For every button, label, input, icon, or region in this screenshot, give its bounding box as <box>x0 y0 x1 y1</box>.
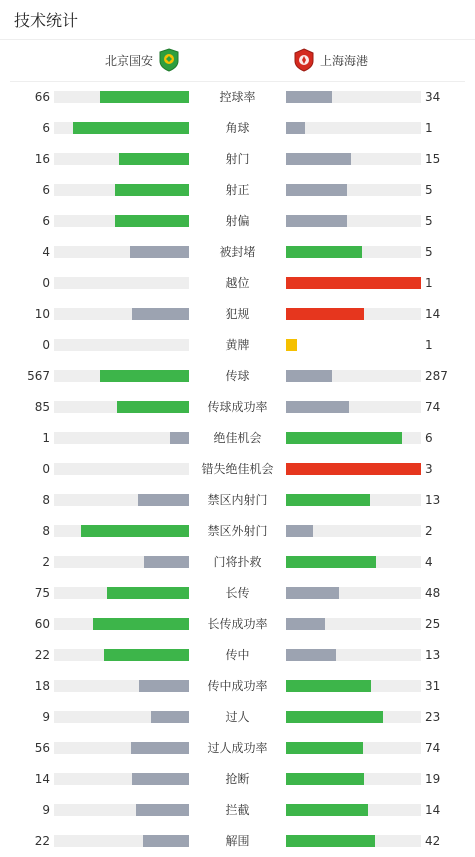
away-bar-fill <box>286 804 368 816</box>
home-bar-track <box>54 308 189 320</box>
away-value: 42 <box>425 834 441 848</box>
away-team[interactable] <box>293 48 368 72</box>
stat-row <box>0 547 475 578</box>
home-bar-fill <box>104 649 189 661</box>
stat-label: 犯规 <box>225 307 250 321</box>
away-bar-track <box>286 680 421 692</box>
home-bar-fill <box>115 215 189 227</box>
stat-label: 射正 <box>225 183 250 197</box>
away-bar-track <box>286 153 421 165</box>
home-bar-track <box>54 339 189 351</box>
home-value: 10 <box>34 307 50 321</box>
home-bar-fill <box>131 742 189 754</box>
away-value: 15 <box>425 152 441 166</box>
home-bar-fill <box>143 835 189 847</box>
home-bar-track <box>54 432 189 444</box>
stat-label: 传中成功率 <box>207 679 268 693</box>
away-bar-track <box>286 711 421 723</box>
home-bar-track <box>54 494 189 506</box>
home-value: 6 <box>42 183 50 197</box>
away-bar-track <box>286 525 421 537</box>
home-bar-track <box>54 184 189 196</box>
home-bar-fill <box>100 91 189 103</box>
away-value: 5 <box>425 245 433 259</box>
away-team-crest-icon <box>293 48 315 72</box>
away-bar-track <box>286 308 421 320</box>
home-bar-fill <box>151 711 189 723</box>
away-bar-track <box>286 494 421 506</box>
home-value: 6 <box>42 214 50 228</box>
away-bar-fill <box>286 835 375 847</box>
away-bar-track <box>286 215 421 227</box>
home-value: 4 <box>42 245 50 259</box>
away-bar-track <box>286 463 421 475</box>
home-value: 1 <box>42 431 50 445</box>
away-bar-track <box>286 339 421 351</box>
away-value: 23 <box>425 710 441 724</box>
away-value: 1 <box>425 338 433 352</box>
away-value: 13 <box>425 648 441 662</box>
home-bar-track <box>54 587 189 599</box>
stat-row <box>0 330 475 361</box>
away-bar-fill <box>286 246 362 258</box>
stat-label: 长传成功率 <box>207 617 268 631</box>
home-bar-track <box>54 680 189 692</box>
home-bar-track <box>54 370 189 382</box>
away-bar-track <box>286 184 421 196</box>
stat-label: 控球率 <box>219 90 256 104</box>
home-team-crest-icon <box>158 48 180 72</box>
home-bar-fill <box>73 122 189 134</box>
home-bar-fill <box>119 153 189 165</box>
away-bar-fill <box>286 401 349 413</box>
away-bar-fill <box>286 277 421 289</box>
away-bar-fill <box>286 122 305 134</box>
away-bar-track <box>286 618 421 630</box>
away-value: 48 <box>425 586 441 600</box>
home-bar-track <box>54 153 189 165</box>
home-bar-fill <box>130 246 189 258</box>
stat-row <box>0 578 475 609</box>
away-value: 1 <box>425 276 433 290</box>
home-bar-fill <box>81 525 189 537</box>
away-bar-track <box>286 277 421 289</box>
home-bar-track <box>54 618 189 630</box>
away-bar-fill <box>286 680 371 692</box>
away-bar-track <box>286 742 421 754</box>
stat-row <box>0 795 475 826</box>
away-bar-fill <box>286 215 347 227</box>
home-value: 14 <box>34 772 50 786</box>
stat-label: 被封堵 <box>219 245 256 259</box>
away-value: 74 <box>425 400 441 414</box>
home-value: 8 <box>42 524 50 538</box>
away-bar-fill <box>286 773 364 785</box>
home-bar-track <box>54 525 189 537</box>
home-bar-fill <box>107 587 189 599</box>
stat-label: 过人 <box>225 710 250 724</box>
home-value: 22 <box>34 648 50 662</box>
away-bar-fill <box>286 91 332 103</box>
home-value: 8 <box>42 493 50 507</box>
home-value: 75 <box>34 586 50 600</box>
away-value: 31 <box>425 679 441 693</box>
away-bar-fill <box>286 587 339 599</box>
stat-label: 黄牌 <box>225 338 250 352</box>
home-value: 0 <box>42 462 50 476</box>
away-value: 2 <box>425 524 433 538</box>
stat-label: 射门 <box>225 152 250 166</box>
stat-label: 角球 <box>225 121 250 135</box>
stat-row <box>0 454 475 485</box>
stat-row <box>0 764 475 795</box>
away-bar-fill <box>286 432 402 444</box>
stat-row <box>0 485 475 516</box>
stat-row <box>0 206 475 237</box>
stat-label: 射偏 <box>225 214 250 228</box>
stat-row <box>0 268 475 299</box>
teams-header <box>10 40 465 82</box>
away-bar-fill <box>286 308 364 320</box>
away-value: 5 <box>425 183 433 197</box>
home-bar-fill <box>144 556 189 568</box>
home-value: 18 <box>34 679 50 693</box>
away-value: 25 <box>425 617 441 631</box>
home-bar-fill <box>132 773 189 785</box>
home-bar-fill <box>136 804 189 816</box>
away-bar-track <box>286 587 421 599</box>
away-bar-track <box>286 401 421 413</box>
away-bar-fill <box>286 711 383 723</box>
stat-row <box>0 361 475 392</box>
stat-row <box>0 640 475 671</box>
stat-row <box>0 237 475 268</box>
home-value: 22 <box>34 834 50 848</box>
stat-row <box>0 392 475 423</box>
home-bar-track <box>54 742 189 754</box>
away-bar-track <box>286 556 421 568</box>
away-bar-track <box>286 773 421 785</box>
stat-row <box>0 702 475 733</box>
away-bar-fill <box>286 184 347 196</box>
away-bar-track <box>286 649 421 661</box>
home-value: 66 <box>34 90 50 104</box>
home-bar-track <box>54 773 189 785</box>
away-value: 14 <box>425 307 441 321</box>
home-bar-fill <box>115 184 189 196</box>
home-bar-fill <box>93 618 189 630</box>
away-bar-fill <box>286 618 325 630</box>
away-bar-track <box>286 122 421 134</box>
away-bar-fill <box>286 494 370 506</box>
home-value: 567 <box>27 369 50 383</box>
away-value: 3 <box>425 462 433 476</box>
away-value: 287 <box>425 369 448 383</box>
home-bar-fill <box>139 680 189 692</box>
home-value: 9 <box>42 803 50 817</box>
stat-row <box>0 609 475 640</box>
home-bar-fill <box>138 494 189 506</box>
away-bar-fill <box>286 153 351 165</box>
stat-label: 门将扑救 <box>213 555 262 569</box>
stat-row <box>0 516 475 547</box>
stat-row <box>0 144 475 175</box>
stat-label: 过人成功率 <box>207 741 268 755</box>
away-value: 6 <box>425 431 433 445</box>
home-value: 6 <box>42 121 50 135</box>
home-bar-track <box>54 91 189 103</box>
stats-list <box>0 82 475 857</box>
stat-label: 禁区内射门 <box>207 493 268 507</box>
away-bar-track <box>286 804 421 816</box>
away-value: 4 <box>425 555 433 569</box>
away-value: 1 <box>425 121 433 135</box>
away-bar-track <box>286 91 421 103</box>
stat-row <box>0 82 475 113</box>
stat-label: 拦截 <box>225 803 250 817</box>
away-bar-fill <box>286 649 336 661</box>
stat-label: 传球 <box>225 369 250 383</box>
stat-row <box>0 175 475 206</box>
away-bar-fill <box>286 525 313 537</box>
page-title: 技术统计 <box>14 11 79 30</box>
away-bar-fill <box>286 370 332 382</box>
stat-label: 错失绝佳机会 <box>201 462 274 476</box>
home-bar-fill <box>170 432 189 444</box>
home-team-name: 北京国安 <box>104 53 153 68</box>
away-bar-fill <box>286 742 363 754</box>
home-bar-track <box>54 463 189 475</box>
home-bar-track <box>54 215 189 227</box>
away-value: 13 <box>425 493 441 507</box>
stat-label: 解围 <box>225 834 250 848</box>
home-bar-track <box>54 804 189 816</box>
away-bar-track <box>286 835 421 847</box>
home-bar-track <box>54 711 189 723</box>
away-value: 34 <box>425 90 441 104</box>
home-value: 0 <box>42 338 50 352</box>
home-bar-track <box>54 246 189 258</box>
away-bar-track <box>286 432 421 444</box>
away-bar-fill <box>286 463 421 475</box>
away-value: 74 <box>425 741 441 755</box>
home-bar-fill <box>132 308 189 320</box>
home-bar-track <box>54 122 189 134</box>
stat-label: 传球成功率 <box>207 400 268 414</box>
stat-label: 禁区外射门 <box>207 524 268 538</box>
home-value: 9 <box>42 710 50 724</box>
stat-label: 长传 <box>225 586 250 600</box>
away-bar-track <box>286 370 421 382</box>
home-value: 60 <box>34 617 50 631</box>
home-bar-track <box>54 556 189 568</box>
home-bar-fill <box>117 401 189 413</box>
away-value: 5 <box>425 214 433 228</box>
away-bar-fill <box>286 339 297 351</box>
stat-label: 传中 <box>225 648 250 662</box>
home-value: 2 <box>42 555 50 569</box>
away-team-name: 上海海港 <box>320 53 369 68</box>
home-bar-track <box>54 277 189 289</box>
home-value: 85 <box>34 400 50 414</box>
home-bar-track <box>54 401 189 413</box>
home-value: 0 <box>42 276 50 290</box>
stat-row <box>0 299 475 330</box>
home-bar-fill <box>100 370 189 382</box>
stat-label: 绝佳机会 <box>213 431 262 445</box>
stat-row <box>0 733 475 764</box>
home-team[interactable] <box>105 48 180 72</box>
away-bar-fill <box>286 556 376 568</box>
stat-label: 越位 <box>225 276 250 290</box>
away-bar-track <box>286 246 421 258</box>
stat-row <box>0 826 475 857</box>
stat-row <box>0 113 475 144</box>
stat-label: 抢断 <box>225 772 250 786</box>
away-value: 14 <box>425 803 441 817</box>
away-value: 19 <box>425 772 441 786</box>
home-bar-track <box>54 649 189 661</box>
stat-row <box>0 423 475 454</box>
home-value: 56 <box>34 741 50 755</box>
title-bar <box>0 0 475 40</box>
home-value: 16 <box>34 152 50 166</box>
stat-row <box>0 671 475 702</box>
home-bar-track <box>54 835 189 847</box>
